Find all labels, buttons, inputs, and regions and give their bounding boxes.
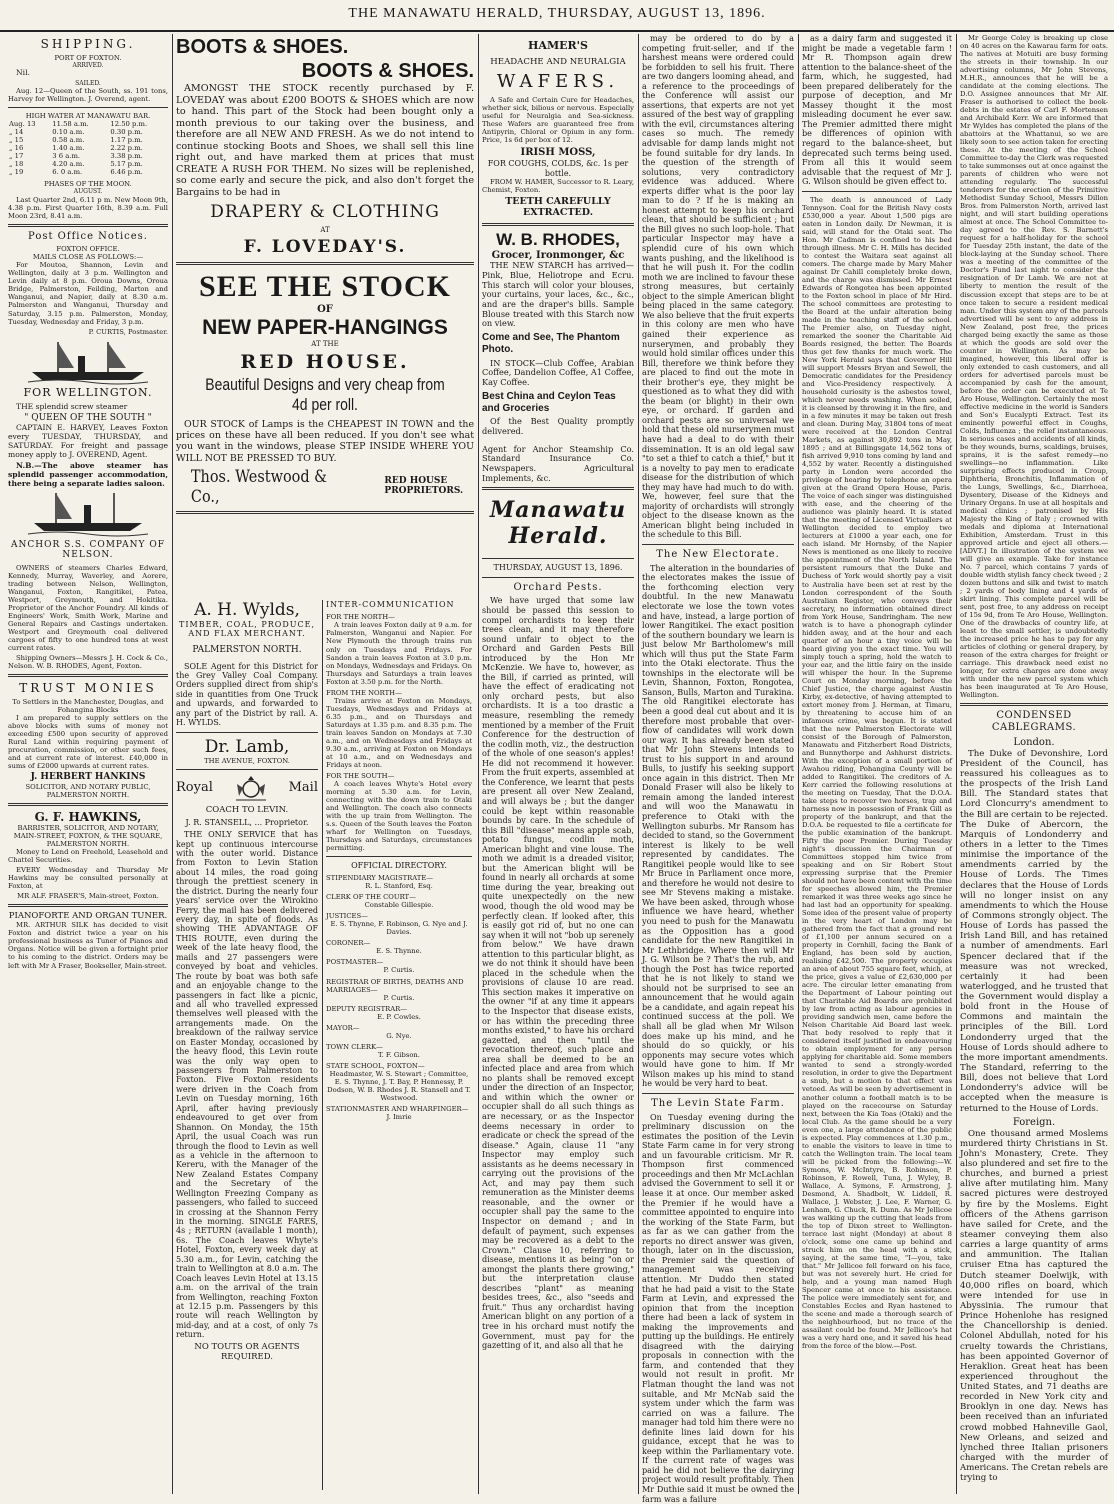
orchard-pests-heading: Orchard Pests. (513, 581, 603, 593)
orchard-pests-continued: may be ordered to do by a competing fruit-seller, and if the harshest means were ordered could be forbidden to sell his fruit. There are two dangers looming ahead, and a reference to the proceedings of the Conference will assist our assertions, that experts are not yet assured of the best way of grappling with the evil, circumstances altering cases so much. The remedy advisable for damp lands might not be found suitable for dry lands. In the question of the strength of solutions, very contradictory evidence was adduced. Where experts differ what is the poor lay man to do ? If he is making an honest attempt to keep his orchard clean, that should be sufficient ; but the Bill gives no such loop-hole. That particular Inspector may have a splendid cure of his own which wants pushing, and the likelihood is that he will push it. For the codlin moth we are inclined to favour these strong measures, but certainly object to the simple American blight being placed in the same category. We also believe that the fruit experts in this colony are men who have gained their experience as nurserymen, and probably they would hold similar offices under this Bill, therefore we think before they are placed to find out the mote in their brother's eye, they might be questioned as to what they did with the beam (or blight) in their own eye, or orchard. If garden and orchard pests are so universal we hold that these old nurserymen must have had a deal to do with their dissemination. It is an old legal saw "to set a thief to catch a thief," but it is a novelty to pay men to eradicate disease for the distribution of which they may have had much to do with. We, however, feel sure that the majority of orchardists will strongly object to the disease known as the American blight being included in the schedule to this Bill. (642, 33, 794, 540)
anchor-text: OWNERS of steamers Charles Edward, Kennedy, Murray, Waverley, and Aorere, trading between Nelson, Wellington, Wanganui, Foxton, Rangitikei, Patea, Westport, Greymouth, and Hokitika. Proprietor of the Anchor Foundry. All kinds of Engineers' Work, Smith Work, Marine and General Repairs and Castings undertaken. Westport and Greymouth coal delivered cargoes of fifty to one hundred tons at west current rates. (8, 563, 168, 653)
directory-list (326, 874, 472, 1120)
tide-row (8, 144, 168, 152)
irish-moss-from: FROM W. HAMER, Successor to R. Leary, Chemist, Foxton. (482, 178, 634, 195)
arrived-heading: ARRIVED. (72, 62, 104, 70)
divider (8, 674, 168, 677)
steamship-illustration (28, 338, 148, 384)
boots-heading-2: BOOTS & SHOES. (301, 59, 474, 82)
tide-cell: 6. 0 a.m. (52, 168, 83, 177)
piano-heading: PIANOFORTE AND ORGAN TUNER. (8, 911, 168, 922)
hawkins-address: MAIN-STREET, FOXTON, & THE SQUARE, PALMERSTON NORTH. (13, 832, 163, 849)
moon-month: AUGUST. (73, 188, 103, 196)
new-electorate-text: The alteration in the boundaries of the electorates makes the issue of the forthcoming election very doubtful. In the new Manawatu electorate we lose the town votes and have, instead, a large portion of lower Rangitikei. The exact position of the southern boundary we learn is just below Mr Bartholomew's mill which will thus put the State Farm into the Otaki electorate. Thus the townships in the electorate will be Levin, Shannon, Foxton, Rongotea, Sanson, Bulls, Marton and Turakina. The old Rangitikei electorate has been a good deal cut about and it is therefore most probable that over-flow of candidates will work down our way. It has already been stated that Mr John Stevens intends to trust to his support in and around Bulls, to justify his seeking support once again in this district. Then Mr Donald Fraser will also be likely to remain among the landed interest and will woo the Manawatu in preference to Otaki with the Wellington suburbs. Mr Ransom has decided to stand, so the Government interest is likely to be well represented by candidates. The Rangitikei people would like to see Mr Bruce in Parliament once more, and therefore he would not desire to see Mr Stevens making a mistake. We have been asked, through whose influence we have heard, whether you need to push for the Manawatu as the Opposition has a good candidate for the new Rangitikei in Mr Lethbridge. Where then will Mr J. G. Wilson be ? That's the rub, and though the Post has twice reported that he is not likely to stand we should not be surprised to see an announcement that he would again be a candidate, and again repeat his continued success at the poll. We shall all be glad when Mr Wilson does make up his mind, and he should do so quickly, or his opponents may secure votes which would have gone to him. If Mr Wilson makes up his mind to stand he would be very hard to beat. (642, 562, 794, 1089)
wylds-heading: A. H. Wylds, (194, 600, 300, 620)
orchard-pests-text: We have urged that some law should be passed this session to compel orchardists to keep their trees clean, and it may therefore sound unfair to object to the Orchard and Garden Pests Bill introduced by the Hon Mr McKenzie. We have to, however, as the Bill, if carried as printed, will have the effect of eradicating not only orchard pests, but also orchardists. It is a too drastic a measure, resembling the remedy mentioned by a member of the Fruit Conference for the destruction of the codlin moth, viz., the destruction of the whole of one season's apples! He did not recommend it however. From the fruit experts, assembled at the Conference, we learnt that pests are present all over New Zealand, and will always be ; but the danger could be kept within reasonable bounds by care. In the schedule of this Bill "disease" means apple scab, potato fungus, codlin moth, American blight and vine louse. The moth we admit is a dreaded visitor, but the American blight will be found in nearly all orchards at some time during the year, breaking out quite unexpectedly on the new wood, though the old wood may be perfectly clean. If looked after, this is easily got rid of, but no one can say when it will not "bob up serenely from below." We have drawn attention to this particular blight, as we do not think it should have been placed in the schedule when the provisions of clause 10 are read. This section makes it imperative on the owner "if at any time it appears to the Inspector that disease exists, or has within the preceding three months existed," to have his orchard gazetted, and then "until the revocation thereof, such place and area shall be deemed to be an infected place and area from which no plants shall be removed except under the direction of an Inspector, and within which the owner or occupier shall do all such things as are necessary, or as the Inspector deems necessary in order to eradicate or check the spread of the disease." Again, clause 11 "any Inspector may employ such assistants as he deems necessary in carrying out the provisions of the Act, and may pay them such remuneration as the Minister deems reasonable, and the owner or occupier shall pay the same to the Inspector on demand ; and in default of payment, such expenses may be recovered as a debt to the Crown." Clause 10, referring to disease, mentions it as being "on or amongst the plants there growing," but the interpretation clause describes "plant" as meaning besides trees, &c., also "seeds and fruit." Thus any orchardist having American blight on any portion of a tree in his orchard must notify the Government, must pay for the gazetting of it, and also all that he (482, 595, 634, 1351)
hankins-name: J. HERBERT HANKINS (30, 772, 146, 783)
wafers-heading: WAFERS. (496, 71, 620, 93)
post-office-sub: FOXTON OFFICE. (56, 245, 120, 254)
col2-right (326, 600, 472, 1490)
divider (8, 803, 168, 806)
levin-farm-heading: The Levin State Farm. (651, 1097, 785, 1109)
directory-office: JUSTICES— (326, 912, 368, 921)
westwood-signature (176, 467, 474, 507)
foreign-text: One thousand armed Moslems murdered thirty Christians in St. John's Monastery, Crete. They also plundered and set fire to the churches, and burned a priest alive after mutilating him. Many sacred pictures were destroyed by fire by the Moslems. Eight officers of the Athens garrison have sailed for Crete, and the steamer conveying them also carries a large quantity of arms and ammunition. The Italian cruiser Etna has captured the Dutch steamer Doelwijk, with 40,000 rifles on board, which were intended for use in Abyssinia. The rumour that Prince Hohenlohe has resigned the Chancellorship is denied. Colonel Abdullah, noted for his cruelty towards the Christians, has been appointed Governor of Heraklion. Great heat has been experienced throughout the United States, and 71 deaths are recorded in New York city and Brooklyn in one day. News has been received than an infuriated crowd mobbed Hahneville Gaol, New Orleans, and seized and lynched three Italian prisoners charged with the murder of Americans. The Cretan rebels are trying to (960, 1128, 1108, 1484)
paper-hangings-heading: NEW PAPER-HANGINGS (202, 315, 448, 339)
mails-heading: MAILS CLOSE AS FOLLOWS:— (32, 253, 144, 262)
divider (642, 544, 794, 545)
directory-holder: J. Imrie (386, 1112, 412, 1121)
tide-cell: „ 18 (9, 160, 24, 169)
tide-cell: „ 17 (9, 152, 24, 161)
rhodes-sub: Grocer, Ironmonger, &c (491, 249, 625, 261)
london-heading: London. (1013, 736, 1055, 748)
directory-holder: E. P. Cowles. (377, 1012, 421, 1021)
of-label: OF (317, 303, 333, 315)
london-text: The Duke of Devonshire, Lord President of the Council, has reassured his colleagues as to the prospects of the Irish Land Bill. The Standard states that Lord Cloncurry's amendment to the Bill are certain to be rejected. The Duke of Abercorn, the Marquis of Londonderry and others in a letter to the Times minimise the importance of the amendments carried by the House of Lords. The Times declares that the House of Lords will no longer insist on any amendments to which the House of Commons strongly object. The House of Lords has passed the Irish Land Bill, and has retained a number of amendments. Earl Spencer declared that if the measure was not wrecked, certainly it had been waterlogged, and he trusted that the Government would display a bold front in the House of Commons and maintain the principles of the Bill. Lord Londonderry urged that the House of Lords should adhere to the more important amendments. The Standard, referring to the Bill, does not believe that Lord Londonderry's advice will be accepted when the measure is returned to the House of Lords. (960, 748, 1108, 1114)
irish-moss-text: FOR COUGHS, COLDS, &c. 1s per bottle. (487, 159, 629, 178)
royal-mail-banner (176, 774, 318, 802)
china-sub: Of the Best Quality promptly delivered. (482, 416, 634, 436)
for-wellington-heading: FOR WELLINGTON. (23, 385, 153, 399)
for-south-heading: FOR THE SOUTH— (326, 771, 395, 780)
divider (326, 856, 472, 857)
rhodes-text: THE NEW STARCH has arrived—Pink, Blue, Heliotrope and Ecru. This starch will color your blouses, your curtains, your laces, &c., &c., and are the draper's bills. Sample Blouse treated with this Starch now on view. (482, 260, 634, 329)
boots-heading-1: BOOTS & SHOES. (176, 36, 349, 58)
piano-text: MR. ARTHUR SILK has decided to visit Foxton and district twice a year on his professional business as Tuner of Pianos and Organs. Notice will be given a fortnight prior to his coming to the district. Orders may be left with Mr A Fraser, Bookseller, Main-street. (8, 921, 168, 970)
mail-label: Mail (288, 779, 318, 795)
loveday-heading: F. LOVEDAY'S. (243, 237, 407, 258)
divider (176, 511, 474, 514)
tide-row (8, 168, 168, 176)
herald-date: THURSDAY, AUGUST 13, 1896. (493, 563, 623, 573)
at-label: AT (320, 226, 330, 235)
column-6 (956, 34, 1112, 1494)
tide-cell: 0.10 a.m. (52, 128, 85, 137)
china-heading: Best China and Ceylon Teas and Groceries (482, 390, 616, 414)
mails-text: For Moutoa, Shannon, Levin and Wellington, daily at 3 p.m. Wellington and Levin daily at 8 p.m. Oroua Downs, Oroua Bridge, Palmerston, Feilding, Marton and Wanganui, and Napier, daily at 8.30 a.m. Palmerston and Wanganui, Thursday and Saturday, 3.15 p.m. Palmerston, Monday, Tuesday, Wednesday and Friday, 3 p.m. (8, 261, 168, 326)
masthead-title: THE MANAWATU HERALD, THURSDAY, AUGUST 13, 1896. (348, 6, 766, 21)
directory-office: POSTMASTER— (326, 958, 384, 967)
tide-cell: Aug. 13 (9, 120, 36, 129)
anchor-agents: Shipping Owners—Messrs J. H. Cock & Co., Nelson. W. B. RHODES, Agent, Foxton. (8, 654, 168, 671)
divider (482, 487, 634, 490)
hawkins-sub: BARRISTER, SOLICITOR, AND NOTARY, (17, 824, 159, 833)
tide-row (8, 160, 168, 168)
tide-cell: „ 15 (9, 136, 24, 145)
hamer-heading: HAMER'S (528, 39, 588, 52)
stock-text: IN STOCK—Club Coffee, Arabian Coffee, Dandelion Coffee, A1 Coffee, Kay Coffee. (482, 357, 634, 388)
postmaster-sig: P. CURTIS, Postmaster. (88, 327, 168, 336)
teeth-heading: TEETH CAREFULLY EXTRACTED. (505, 196, 611, 219)
coach-text: THE ONLY SERVICE that has kept up continuous intercourse with the outer world. Distance from Foxton to Levin Station about 14 miles, the road going through the prettiest scenery in the district. During the nearly four years' service over the Wirokino Ferry, the mail has been delivered every day, in spite of floods. As showing THE ADVANTAGE OF THIS ROUTE, even during the week of the late heavy flood, the mails and 27 passengers were conveyed by boat and vehicles. The route by boat was both safe and an enjoyable change to the passengers in fact like a picnic, and all who travelled expressed themselves well pleased with the arrangements made. On the breakdown of the railway service on Easter Monday, occasioned by the heavy flood, this Levin route was the only way open to passengers from Palmerston to Foxton. Five Foxton residents were driven in the Coach from Levin on Tuesday morning, 16th April, after having previously endeavoured to get over from Shannon. On Monday, the 15th April, the usual Coach was run through the flood to Levin as well as a vehicle in the afternoon to Kereru, with the Manager of the New Zealand Estates Company and the Secretary of the Wellington Freezing Company as passengers, who failed to succeed in crossing at the Shannon Ferry in the morning. SINGLE FARES, 4s ; RETURN (available 1 month), 6s. The Coach leaves Whyte's Hotel, Foxton, every week day at 5.30 a.m., for Levin, catching the train to Wellington at 8.0 a.m. The Coach leaves Levin Hotel at 13.15 a.m. on the arrival of the train from Wellington, reaching Foxton at 12.15 p.m. Passengers by this route will reach Wellington by mid-day, and at a cost, of only 7s return. (176, 830, 318, 1340)
westwood-name: Thos. Westwood & Co., (190, 466, 328, 507)
moon-heading: PHASES OF THE MOON. (44, 180, 132, 189)
directory-office: STATE SCHOOL, FOXTON— (326, 1061, 425, 1070)
boots-text: AMONGST THE STOCK recently purchased by F. LOVEDAY was about £200 BOOTS & SHOES which are now to hand. This part of the Stock had been bought only a month previous to our taking over the business, and therefore are all NEW AND FRESH. As we do not intend to continue stocking Boots and Shoes, we shall sell this line right out, and have marked them at prices that must CREATE A RUSH FOR THEM. No sizes will be replenished, so come early and secure the pick, and also don't forget the Bargains to be had in (176, 83, 474, 198)
hawkins-text: Money to Lend on Freehold, Leasehold and Chattel Securities. (8, 848, 168, 865)
palmerston-label: PALMERSTON NORTH. (192, 644, 302, 655)
trust-monies-text: I am prepared to supply settlers on the above blocks with sums of money not exceeding £500 upon security of approved Rural Land within requiring payment of procuration, commission, or other such fees, and at current rate of interest. £40,000 in sums of £2000 upwards at current rates. (8, 714, 168, 771)
levin-farm-text: On Tuesday evening during the preliminary discussion on the estimates the position of the Levin State Farm came in for very strong and un favourable criticism. Mr R. Thompson first commenced proceedings and then Mr McLachlan advised the Government to sell it or lease it at once. Our member asked the Premier if he would have a committee appointed to enquire into the working of the State Farm, but as far as we can gather from the reports no direct answer was given, though, later on in the discussion, the Premier said the question of management was receiving attention. Mr Duddo then stated that he had paid a visit to the State Farm at Levin, and expressed the opinion that from the inception there had been a lack of system in making the improvements and putting up the buildings. He entirely disagreed with the dairying proposals in connection with the farm, and contended that they would not result in profit. Mr Flatman thought the land was not suitable, and Mr McNab said the system under which the farm was carried on was a failure. The manager had told him there were no definite lines laid down for his guidance, except that he was to keep within the Parliamentary vote. If the current rate of wages was paid he did not believe the dairying project would result profitably. Then Mr Duthie said it must be owned the farm was a failure (642, 1111, 794, 1504)
foreign-heading: Foreign. (1012, 1116, 1056, 1128)
red-house-heading: RED HOUSE. (240, 350, 410, 373)
tide-cell: 6.46 p.m. (110, 168, 143, 177)
directory-office: CLERK OF THE COURT— (326, 893, 416, 902)
hamer-sub: HEADACHE AND NEURALGIA (490, 56, 626, 67)
local-news-column-6: Mr George Coley is breaking up close on 40 acres on the Kawarau farm for oats. The natives at Motuiti are busy forming the streets in their township. In our advertising columns, Mr John Stevens, M.H.R., announces that he will be a candidate at the coming elections. The D.O. Assignee announces that Mr Alf. Fraser is authorised to collect the book-debts in the estates of Carl F. Mortensen and Archibald Kerr. We are informed that Mr Wyldes has completed the plans of the abattoirs at the Whattanui, so we are likely soon to see action taken for erecting these. At the meeting of the School Committee to-day the Clerk was requested to take summonses out at once against the parents of children who were not attending regularly. The successful tenderers for the erection of the Primitive Methodist Sunday School, Messrs Dillon Bros. from Palmerston North, arrived last night, and will start building operations almost at once. The School Committee to-day agreed to the Rev. S. Barnett's request for a half-holiday for the school for Tuesday 25th instant, the date of the block-laying at the Sunday school. There was a meeting of the committee of the Doctor's Fund last night to consider the resignation of Dr Lamb. We are not at liberty to mention the result of the discussion except that steps are to be at once taken to secure a resident medical man. Under this system any of the parcels advertised will be sent to any address in New Zealand, post free, the prices charged being exactly the same as those at which the goods are sold over the counter in Wellington. As may be imagined, however, this liberal offer is only extended to cash customers, and all orders for advertised parcels must be accompanied by cash for the amount, before the order can be executed at Te Aro House, Wellington. Certainly the most effective medicine in the world is Sanders and Son's Eucalypti Extract. Test its eminently powerful effect in Coughs, Colds, Influenza ; the relief instantaneous. In serious cases and accidents of all kinds, be they wounds, burns, scaldings, bruises, sprains, it is the safest remedy—no swellings—no inflammation. Like surprising effects produced in Croup, Diphtheria, Bronchitis, Inflammation of the Lungs, Swellings, &c., Diarrhoea, Dysentery, Disease of the Kidneys and Urinary Organs. In use at all hospitals and medical clinics ; patronised by His Majesty the King of Italy ; crowned with medals and diploma at International Exhibition, Amsterdam. Trust in this approved article and eject all others.—[ADVT.] In illustration of the system we will give an example. Take for instance No. 7 parcel, which contains 7 yards of double width stylish fancy check tweed ; 2 dozen buttons and silk and twist to match ; 2 yards of body lining and 4 yards of skirt lining. This complete parcel will be sent, post free, to any address on receipt of 15s 9d, from Te Aro House, Wellington. One of the drawbacks of country life, at least to the small settler, is undoubtedly the increased price he has to pay for any articles of clothing or general drapery, by reason of the extra charges for freight or carriage. This drawback need exist no longer, for extra charges are done away with under the new parcel system which has been inaugurated at Te Aro House, Wellington. (960, 34, 1108, 700)
from-north-text: Trains arrive at Foxton on Mondays, Tuesdays, Wednesdays and Fridays at 6.35 p.m., and on Thursdays and Saturdays at 1.35 p.m. and 8.35 p.m. The train leaves Sandon on Mondays at 7.30 a.m., and on Wednesdays and Fridays at 9.30 a.m., arriving at Foxton on Mondays at 10 a.m., and on Wednesdays and Fridays at noon. (326, 696, 472, 769)
tide-cell: 0.30 p.m. (110, 128, 143, 137)
tide-cell: 1.17 p.m. (110, 136, 143, 145)
tide-row (8, 152, 168, 160)
see-the-stock-heading: SEE THE STOCK (198, 269, 451, 303)
tide-table (8, 120, 168, 176)
shipping-heading: SHIPPING. (40, 37, 136, 51)
directory-office: STIPENDIARY MAGISTRATE— (326, 874, 434, 883)
column-1 (4, 34, 172, 1494)
stansell-label: J. R. STANSELL, ... Proprietor. (185, 817, 309, 827)
directory-office: TOWN CLERK— (326, 1042, 383, 1051)
inter-communication-heading: INTER-COMMUNICATION (326, 600, 455, 609)
lamps-text: OUR STOCK of Lamps is the CHEAPEST IN TOWN and the prices on these have all been reduced. If you don't see what you want in the windows, please STEP INSIDE WHERE YOU WILL NOT BE PRESSED TO BUY. (176, 419, 474, 464)
divider (960, 703, 1108, 706)
column-2 (172, 34, 478, 1494)
hawkins-office: MR ALF. FRASER'S, Main-street, Foxton. (17, 892, 159, 901)
lamb-heading: Dr. Lamb, (204, 736, 290, 757)
royal-crest-icon (234, 774, 268, 802)
agent-text: Agent for Anchor Steamship Co. Standard Insurance Co. Newspapers. Agricultural Implements, &c. (482, 443, 634, 483)
tide-cell: 12.50 p.m. (110, 120, 148, 129)
coach-heading: COACH TO LEVIN. (205, 804, 289, 815)
tide-cell: 0.58 a.m. (52, 136, 85, 145)
local-news-text: The death is announced of Lady Tennyson. Coal for the British Navy costs £530,000 a year. About 1,500 pigs are eaten in London daily. Dr Newman, it is said, will stand for the Otaki seat. The Hon. Mr Cadman is confined to his bed through illness. Mr C. H. Mills has decided to contest the Waitara seat against all comers. The charge made by Mary Maher against Dr Cahill completely broke down, and the charge was dismissed. Mr Ernest Edwards of Rongotea has been appointed to the Foxton school in place of Mr Hird. The school committees are protesting to the Board at the unfair alteration being made in the teaching staff of the school. The Premier also, on Tuesday night, remarked the sooner the Charitable Aid Boards resigned, the better. The Boards thus get few thanks for much work. The New York Herald says that Governor Hill will support Messrs Bryan and Sewell, the Democratic candidates for the Presidency and Vice-Presidency respectively. A household curiosity is the asbestos towel, which never needs washing. When soiled, it is cleansed by throwing it in the fire, and in a few minutes it may be taken out fresh and clean. During May, 31804 tons of meat were received at the London Central Markets, as against 30,892 tons in May, 1895 ; and at Billingsgate 14,562 tons of fish arrived 9,910 tons coming by land and 4,552 by water. Recently a distinguished party in London were accorded the privilege of hearing by telephone an opera given at the Grand Opera House, Paris. The voice of each singer was distinguished with ease, and the cheering of the audience was plainly heard. It is stated that the meeting of Licensed Victuallers at Wellington decided to employ two lecturers at £1000 a year each, one for each island. Mr Hornsby, of the Napier News is mentioned as one likely to receive the appointment of the North Island. The persistent rumours that the Duke and Duchess of York would shortly pay a visit to Australia have been set at rest by the London correspondent of the South Australian Register, who conveys their secretary, no information obtained direct from York House, Sandringham. The new watch is to have a phonograph cylinder hidden away, and at the hour and each quarter of an hour a tiny voice will be heard giving you the exact time. You will simply touch a spring, hold the watch to your ear, and the little fairy on the inside will whisper the hour. In the Supreme Court on Monday morning, before the Chief Justice, the charge against Austin Kirby, ex-detective, of having attempted to extort money from J. Herman, at Timaru, by threatening to accuse him of an infamous crime, was begun. It is stated that the new Palmerston Electorate will consist of the Borough of Palmerston, Manawatu and Fitzherbert Road Districts, and Bunnythorpe and Ashhurst districts. With the exception of a small portion of Awahou riding, Pohangina County will be added to Rangitikei. The creditors of A. Kerr carried the following resolutions at the meeting on Tuesday, That the D.O.A. take steps to recover two horses, trap and harness now in possession of Frank Gill as property of the bankrupt, and that the D.O.A. be requested to file a certificate for the public examination of the bankrupt. Fifty the poor Premier. During Tuesday night's discussion the Chairman of Committees stopped him twice from speaking and on Sir Robert Stout expressing surprise that the Premier should not have been content with the time for speeches allowed him, the Premier remarked it was three weeks ago since he had last had an opportunity for speaking. Some idea of the present value of property in the very heart of London may be gathered from the fact that a ground rent of £1,100 per annum secured on a property in Cornhill, facing the Bank of England, has been sold by auction, realising £42,500. The property occupies an area of about 755 square feet, which, at the price, gives a value of £2,630,000 per acre. The circular letter emanating from the Department of Labour pointing out that Charitable Aid Boards are prohibited by law from acting as labour agencies in providing sandwich men, came before the Nelson Charitable Aid Board last week. That body resolved to reply that it considered itself justified in endeavouring to obtain employment for any person applying for charitable aid. Some members wanted to send a strongly-worded resolution, in order to give the Department a snub, but a motion to that effect was vetoed. As will be seen by advertisement in another column a football match is to be played on the racecourse on Saturday next, between the Kia Toas (Otaki) and the local Club. As the game should be a very even one, a large attendance of the public is expected. Play commences at 1.30 p.m., to enable the visitors to leave in time to catch the Wellington train. The local team will be picked from the following:—W. Symons, W. McIntyre, B. Robinson, P. Robinson, F. Rowell, Tuna, J. Wyley, B. Wallace, A. Symons, F. Armstrong, J. Desmond, A. Shadbolt, W. Liddell, R. Wallace, J. Webster, J. Lee, F. Warner, G. Lenham, G. Chuck, R. Dunn. As Mr Jellicoe was walking up the cutting that leads from the top of Dixon street to Wellington-terrace last night (Monday) at about 8 o'clock, some one came up behind and struck him on the head with a stick, saying, at the same time, "I—you, take that." Mr Jellicoe fell forward on his face, but was not severely hurt. He cried for help, and a young man named Hugh Spencer came at once to his assistance. The police were immediately sent for, and Constables Eccles and Ryan hastened to the scene and made a thorough search of the neighbourhood, but no trace of the assailant could be found. Mr Jellicoe's hat was a very hard one, and it saved his head from the force of the blow.—Post. (802, 195, 952, 1350)
port-heading: PORT OF FOXTON. (54, 54, 122, 63)
hawkins-name: G. F. HAWKINS, (34, 810, 142, 825)
wylds-sub: TIMBER, COAL, PRODUCE, AND FLAX MERCHANT. (179, 620, 315, 639)
anchor-heading: ANCHOR S.S. COMPANY OF NELSON. (11, 539, 165, 561)
col2-left (176, 600, 318, 1490)
high-water-heading: HIGH WATER AT MANAWATU BAR. (25, 112, 151, 121)
wafers-text: A Safe and Certain Cure for Headaches, whether sick, bilious or nervous. Especially useful for Neuralgia and Sea-sickness. These Wafers are guaranteed free from Antipyrin, Chloral or Opium in any form. Price, 1s 6d per box of 12. (482, 96, 634, 145)
divider (802, 191, 952, 192)
tide-cell: 2.22 p.m. (110, 144, 143, 153)
for-north-heading: FOR THE NORTH— (326, 613, 395, 622)
tide-cell: 3 6 a.m. (52, 152, 81, 161)
hawkins-text-2: EVERY Wednesday and Thursday Mr Hawkins may be consulted personally at Foxton, at (8, 866, 168, 891)
cablegrams-heading: CONDENSED CABLEGRAMS. (991, 710, 1077, 734)
column-rule (322, 600, 323, 1490)
directory-office: REGISTRAR OF BIRTHS, DEATHS AND MARRIAGES— (326, 977, 464, 994)
for-south-text: A coach leaves Whyte's Hotel every morning at 5.30 a.m. for Levin, connecting with the down train to Otaki and Wellington. The coach also connects with the up train from Wellington. The s.s. Queen of the South leaves the Foxton wharf for Wellington on Tuesdays, Thursdays and Saturdays, circumstances permitting. (326, 779, 472, 852)
directory-heading: OFFICIAL DIRECTORY. (351, 860, 447, 870)
arrived-text: Nil. (16, 68, 30, 78)
divider (8, 224, 168, 227)
tide-cell: „ 14 (9, 128, 24, 137)
directory-holder: R. L. Stanford, Esq. (365, 882, 433, 891)
divider (482, 577, 634, 578)
masthead (0, 0, 1114, 32)
designs-heading: Beautiful Designs and very cheap from 4d per roll. (205, 375, 445, 415)
directory-office: CORONER— (326, 939, 371, 948)
royal-label: Royal (176, 779, 213, 795)
column-4 (638, 33, 798, 1504)
directory-holder: Constable Gillespie. (364, 901, 434, 910)
tide-row (8, 136, 168, 144)
from-north-heading: FROM THE NORTH— (326, 688, 402, 697)
post-office-heading: Post Office Notices. (28, 230, 148, 242)
steamer-intro: THE splendid screw steamer (16, 401, 128, 411)
divider (176, 732, 318, 733)
divider (482, 223, 634, 226)
tide-cell: 4.20 a.m. (52, 160, 85, 169)
moon-text: Last Quarter 2nd, 6.11 p m. New Moon 9th, 4.38 p.m. First Quarter 16th, 8.39 a.m. Full Moon 23rd, 8.41 a.m. (8, 195, 168, 220)
tide-cell: 1.40 a.m. (52, 144, 85, 153)
steamship-illustration (28, 491, 148, 537)
column-3 (478, 34, 638, 1494)
wylds-text: SOLE Agent for this District for the Grey Valley Coal Company. Orders supplied direct from ship's side in quantities from One Truck and upwards, and forwarded to any part of the District by rail. A. H. WYLDS. (176, 661, 318, 728)
directory-holder: P. Curtis. (383, 993, 415, 1002)
tide-cell: 5.17 p.m. (110, 160, 143, 169)
directory-holder: E. S. Thynne, F. Robinson, G. Nye and J. Davies. (330, 920, 468, 937)
lamb-sub: THE AVENUE, FOXTON. (204, 756, 290, 765)
hankins-text: SOLICITOR, AND NOTARY PUBLIC, PALMERSTON NORTH. (25, 783, 151, 800)
rhodes-heading: W. B. RHODES, (496, 229, 620, 249)
directory-office: DEPUTY REGISTRAR— (326, 1004, 408, 1013)
divider (8, 904, 168, 907)
directory-holder: P. Curtis. (383, 966, 415, 975)
new-electorate-heading: The New Electorate. (656, 548, 780, 560)
trust-monies-sub: To Settlers in the Manchester, Douglas, and Fohanginа Blocks (12, 698, 164, 715)
divider (176, 262, 474, 265)
levin-farm-continued: as a dairy farm and suggested it might be made a vegetable farm ! Mr R. Thompson again drew attention to the balance-sheet of the farm, which, he suggested, had been prepared deliberately for the purpose of deception, and Mr Massey thought it the most misleading document he ever saw. The Premier admitted there might be differences of opinion with regard to the balance-sheet, but deprecated such terms being used. From all this it would seem advisable that the request of Mr J. G. Wilson should be given effect to. (802, 33, 952, 187)
tide-cell: „ 19 (9, 168, 24, 177)
herald-title: Manawatu Herald. (489, 497, 627, 550)
no-touts-label: NO TOUTS OR AGENTS REQUIRED. (194, 1341, 300, 1362)
tide-row (8, 128, 168, 136)
sailed-heading: SAILED. (75, 80, 101, 88)
steamer-text: CAPTAIN E. HARVEY, Leaves Foxton every TUESDAY, THURSDAY, and SATURDAY. For freight and passage money apply to J. OVEREND, Agent. (8, 423, 168, 459)
trust-monies-heading: TRUST MONIES (19, 681, 157, 696)
column-5 (798, 34, 956, 1494)
phantom-heading: Come and See, The Phantom Photo. (482, 332, 620, 355)
at-the-label: AT THE (311, 340, 339, 349)
steamer-name: " QUEEN OF THE SOUTH " (24, 413, 152, 424)
directory-holder: Headmaster, W. S. Stewart ; Committee, E. S. Thynne, J. T. Bay, P. Hennessy, P. Dodson, W. B. Rhodes J. R. Stansell and T. Westwood. (327, 1069, 471, 1102)
sailed-text: Aug. 12—Queen of the South, ss. 191 tons, Harvey for Wellington. J. Overend, agent. (8, 87, 168, 104)
directory-office: MAYOR— (326, 1023, 360, 1032)
directory-holder: G. Nye. (386, 1031, 412, 1040)
tide-row (8, 120, 168, 128)
divider (482, 558, 634, 559)
irish-moss-heading: IRISH MOSS, (520, 147, 596, 159)
drapery-heading: DRAPERY & CLOTHING (210, 202, 440, 223)
directory-holder: E. S. Thynne. (376, 947, 422, 956)
directory-office: STATIONMASTER AND WHARFINGER— (326, 1104, 469, 1113)
steamer-nb: N.B.—The above steamer has splendid passenger accommodation, there being a separate ladies saloon. (8, 460, 168, 488)
divider (176, 769, 318, 770)
directory-holder: T. F. Gibson. (378, 1050, 420, 1059)
tide-cell: „ 16 (9, 144, 24, 153)
westwood-sub: RED HOUSE PROPRIETORS. (384, 475, 464, 496)
tide-cell: 11.58 a.m. (52, 120, 89, 129)
for-north-text: A train leaves Foxton daily at 9 a.m. for Palmerston, Wanganui and Napier. For New Plymouth the through trains run only on Tuesdays and Fridays. For Sandon a train leaves Foxton at 3.0 p.m. on Mondays, Wednesdays and Fridays. On Thursdays and Saturdays a train leaves Foxton at 3.50 p.m. for the North. (326, 621, 472, 686)
divider (642, 1093, 794, 1094)
divider (8, 107, 168, 108)
tide-cell: 3.38 p.m. (110, 152, 143, 161)
